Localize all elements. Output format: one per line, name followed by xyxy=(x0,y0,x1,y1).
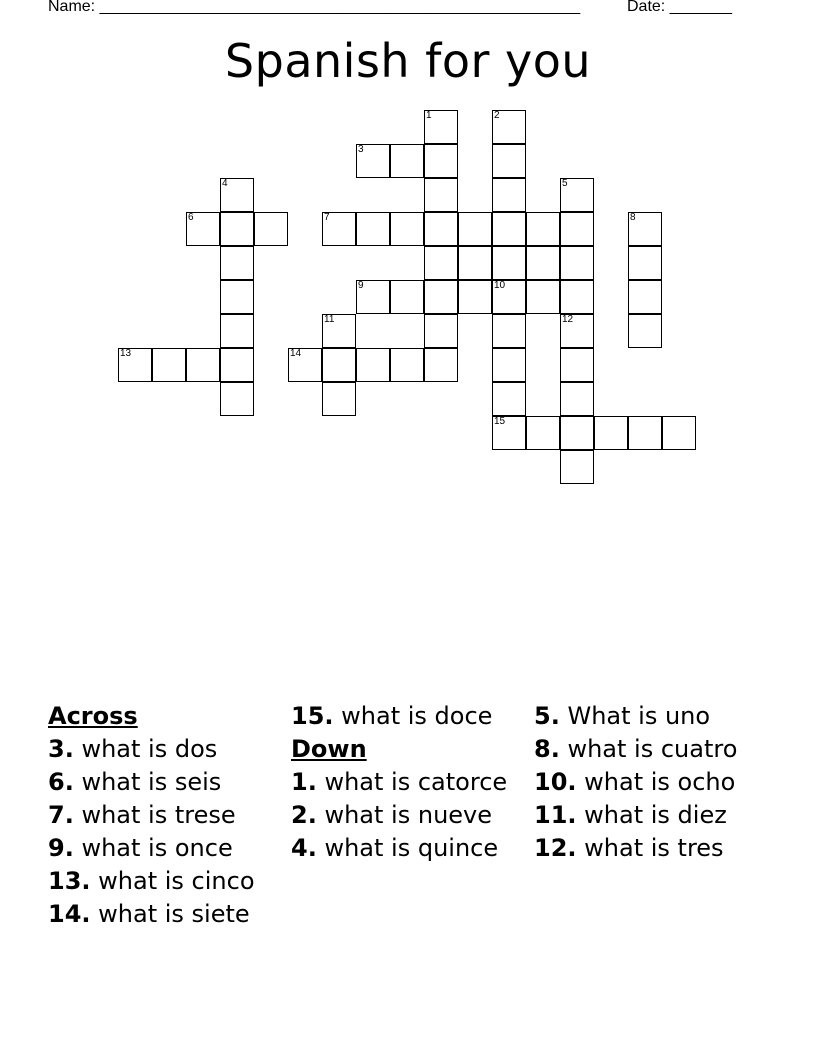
grid-cell[interactable] xyxy=(220,280,254,314)
down-clue-4: 4. what is quince xyxy=(291,834,499,862)
crossword-grid xyxy=(0,0,816,500)
cell-number: 11 xyxy=(324,314,335,325)
cell-number: 7 xyxy=(324,212,330,223)
grid-cell[interactable] xyxy=(356,144,390,178)
grid-cell[interactable] xyxy=(458,280,492,314)
across-clue-3: 3. what is dos xyxy=(48,735,218,763)
grid-cell[interactable] xyxy=(322,348,356,382)
cell-number: 4 xyxy=(222,178,228,189)
grid-cell[interactable] xyxy=(560,212,594,246)
grid-cell[interactable] xyxy=(424,178,458,212)
grid-cell[interactable] xyxy=(424,246,458,280)
grid-cell[interactable] xyxy=(628,280,662,314)
grid-cell[interactable] xyxy=(152,348,186,382)
grid-cell[interactable] xyxy=(424,280,458,314)
clues-column-3 xyxy=(534,702,774,867)
cell-number: 1 xyxy=(426,110,432,121)
puzzle-title: Spanish for you xyxy=(224,34,592,88)
down-clue-5: 5. What is uno xyxy=(534,702,711,730)
grid-cell[interactable] xyxy=(390,144,424,178)
grid-cell[interactable] xyxy=(492,416,526,450)
cell-number: 6 xyxy=(188,212,194,223)
cell-number: 8 xyxy=(630,212,636,223)
cell-number: 14 xyxy=(290,348,302,359)
down-clue-11: 11. what is diez xyxy=(534,801,727,829)
across-clue-15: 15. what is doce xyxy=(291,702,493,730)
grid-cell[interactable] xyxy=(220,348,254,382)
grid-cell[interactable] xyxy=(492,348,526,382)
grid-cell[interactable] xyxy=(628,212,662,246)
grid-cell[interactable] xyxy=(628,246,662,280)
clues-column-1 xyxy=(48,702,278,933)
grid-cell[interactable] xyxy=(424,144,458,178)
cell-number: 2 xyxy=(494,110,500,121)
grid-cell[interactable] xyxy=(390,212,424,246)
grid-cell[interactable] xyxy=(220,212,254,246)
down-clue-2: 2. what is nueve xyxy=(291,801,493,829)
grid-cell[interactable] xyxy=(526,416,560,450)
across-clue-9: 9. what is once xyxy=(48,834,233,862)
grid-cell[interactable] xyxy=(492,280,526,314)
across-clue-6: 6. what is seis xyxy=(48,768,222,796)
grid-cell[interactable] xyxy=(492,178,526,212)
grid-cell[interactable] xyxy=(594,416,628,450)
cell-number: 9 xyxy=(358,280,364,291)
across-clue-14: 14. what is siete xyxy=(48,900,250,928)
grid-cell[interactable] xyxy=(220,178,254,212)
grid-cell[interactable] xyxy=(288,348,322,382)
grid-cell[interactable] xyxy=(118,348,152,382)
grid-cell[interactable] xyxy=(220,314,254,348)
grid-cell[interactable] xyxy=(492,144,526,178)
cell-number: 3 xyxy=(358,144,364,155)
clues-column-2 xyxy=(291,702,521,867)
grid-cell[interactable] xyxy=(560,178,594,212)
cell-number: 12 xyxy=(562,314,574,325)
grid-cell[interactable] xyxy=(220,382,254,416)
across-clue-7: 7. what is trese xyxy=(48,801,236,829)
grid-cell[interactable] xyxy=(662,416,696,450)
name-field-label: Name: ______________________________________________________ xyxy=(48,0,581,15)
grid-cell[interactable] xyxy=(492,314,526,348)
date-field-label: Date: _______ xyxy=(627,0,732,15)
grid-cell[interactable] xyxy=(628,416,662,450)
grid-cell[interactable] xyxy=(254,212,288,246)
grid-cell[interactable] xyxy=(390,348,424,382)
down-clue-1: 1. what is catorce xyxy=(291,768,508,796)
grid-cell[interactable] xyxy=(492,212,526,246)
cell-number: 13 xyxy=(120,348,132,359)
grid-cell[interactable] xyxy=(186,348,220,382)
cell-number: 10 xyxy=(494,280,506,291)
grid-cell[interactable] xyxy=(186,212,220,246)
down-heading: Down xyxy=(291,735,367,763)
grid-cell[interactable] xyxy=(560,348,594,382)
grid-cell[interactable] xyxy=(526,246,560,280)
grid-cell[interactable] xyxy=(560,382,594,416)
down-clue-8: 8. what is cuatro xyxy=(534,735,738,763)
grid-cell[interactable] xyxy=(560,450,594,484)
grid-cell[interactable] xyxy=(492,382,526,416)
grid-cell[interactable] xyxy=(356,280,390,314)
grid-cell[interactable] xyxy=(424,110,458,144)
grid-cell[interactable] xyxy=(458,246,492,280)
grid-cell[interactable] xyxy=(560,416,594,450)
grid-cell[interactable] xyxy=(560,246,594,280)
grid-cell[interactable] xyxy=(526,212,560,246)
grid-cell[interactable] xyxy=(390,280,424,314)
grid-cell[interactable] xyxy=(322,382,356,416)
grid-cell[interactable] xyxy=(560,314,594,348)
across-heading: Across xyxy=(48,702,138,730)
grid-cell[interactable] xyxy=(322,314,356,348)
grid-cell[interactable] xyxy=(424,348,458,382)
grid-cell[interactable] xyxy=(220,246,254,280)
down-clue-12: 12. what is tres xyxy=(534,834,724,862)
grid-cell[interactable] xyxy=(322,212,356,246)
down-clue-10: 10. what is ocho xyxy=(534,768,736,796)
grid-cell[interactable] xyxy=(458,212,492,246)
cell-number: 5 xyxy=(562,178,568,189)
grid-cell[interactable] xyxy=(356,212,390,246)
grid-cell[interactable] xyxy=(424,212,458,246)
grid-cell[interactable] xyxy=(526,280,560,314)
cell-number: 15 xyxy=(494,416,506,427)
grid-cell[interactable] xyxy=(628,314,662,348)
grid-cell[interactable] xyxy=(492,246,526,280)
grid-cell[interactable] xyxy=(356,348,390,382)
grid-cell[interactable] xyxy=(560,280,594,314)
grid-cell[interactable] xyxy=(492,110,526,144)
across-clue-13: 13. what is cinco xyxy=(48,867,255,895)
grid-cell[interactable] xyxy=(424,314,458,348)
